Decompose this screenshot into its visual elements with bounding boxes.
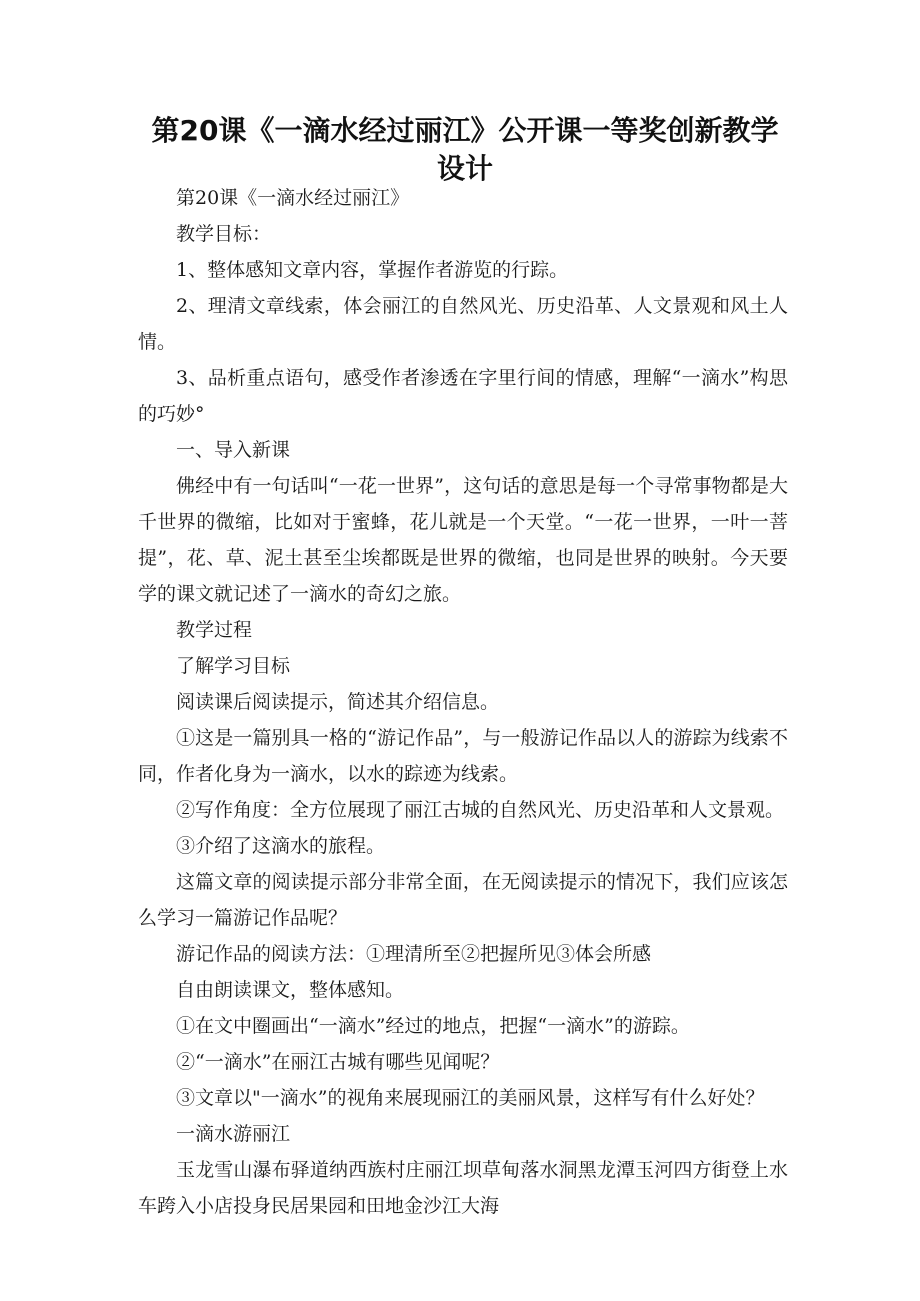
paragraph-point-1: ①这是一篇别具一格的“游记作品”，与一般游记作品以人的游踪为线索不同，作者化身为一滴水，以水的踪迹为线索。 xyxy=(138,727,788,785)
document-body xyxy=(138,180,788,1224)
paragraph-point-2: ②写作角度：全方位展现了丽江古城的自然风光、历史沿革和人文景观。 xyxy=(176,799,785,821)
paragraph-goal-1: 1、整体感知文章内容，掌握作者游览的行踪。 xyxy=(176,259,569,281)
paragraph-route-list: 玉龙雪山瀑布驿道纳西族村庄丽江坝草甸落水洞黑龙潭玉河四方街登上水车跨入小店投身民居果园和田地金沙江大海 xyxy=(138,1159,788,1217)
paragraph-goal-2: 2、理清文章线索，体会丽江的自然风光、历史沿革、人文景观和风土人情。 xyxy=(138,295,788,353)
paragraph-teaching-goals-label: 教学目标： xyxy=(176,223,272,245)
paragraph-point-3: ③介绍了这滴水的旅程。 xyxy=(176,835,386,857)
paragraph-task-2: ②“一滴水”在丽江古城有哪些见闻呢？ xyxy=(176,1051,500,1073)
paragraph-reading-method: 游记作品的阅读方法：①理清所至②把握所见③体会所感 xyxy=(176,943,652,965)
document-title: 第20课《一滴水经过丽江》公开课一等奖创新教学设计 xyxy=(151,114,779,185)
paragraph-task-3: ③文章以"一滴水”的视角来展现丽江的美丽风景，这样写有什么好处？ xyxy=(176,1087,765,1109)
paragraph-learning-goals-heading: 了解学习目标 xyxy=(176,655,291,677)
paragraph-task-1: ①在文中圈画出“一滴水”经过的地点，把握“一滴水”的游踪。 xyxy=(176,1015,690,1037)
paragraph-free-reading: 自由朗读课文，整体感知。 xyxy=(176,979,405,1001)
paragraph-section-intro-heading: 一、导入新课 xyxy=(176,439,291,461)
paragraph-teaching-process-heading: 教学过程 xyxy=(176,619,253,641)
paragraph-reading-hint: 阅读课后阅读提示，简述其介绍信息。 xyxy=(176,691,500,713)
paragraph-question: 这篇文章的阅读提示部分非常全面，在无阅读提示的情况下，我们应该怎么学习一篇游记作品呢？ xyxy=(138,871,788,929)
paragraph-lesson-heading: 第20课《一滴水经过丽江》 xyxy=(176,187,410,209)
paragraph-goal-3: 3、品析重点语句，感受作者渗透在字里行间的情感，理解“一滴水”构思的巧妙° xyxy=(138,367,788,425)
paragraph-route-heading: 一滴水游丽江 xyxy=(176,1123,291,1145)
paragraph-intro-text: 佛经中有一句话叫“一花一世界”，这句话的意思是每一个寻常事物都是大千世界的微缩，比如对于蜜蜂，花儿就是一个天堂。“一花一世界，一叶一菩提”，花、草、泥土甚至尘埃都既是世界的微缩，也同是世界的映射。今天要学的课文就记述了一滴水的奇幻之旅。 xyxy=(138,475,788,605)
